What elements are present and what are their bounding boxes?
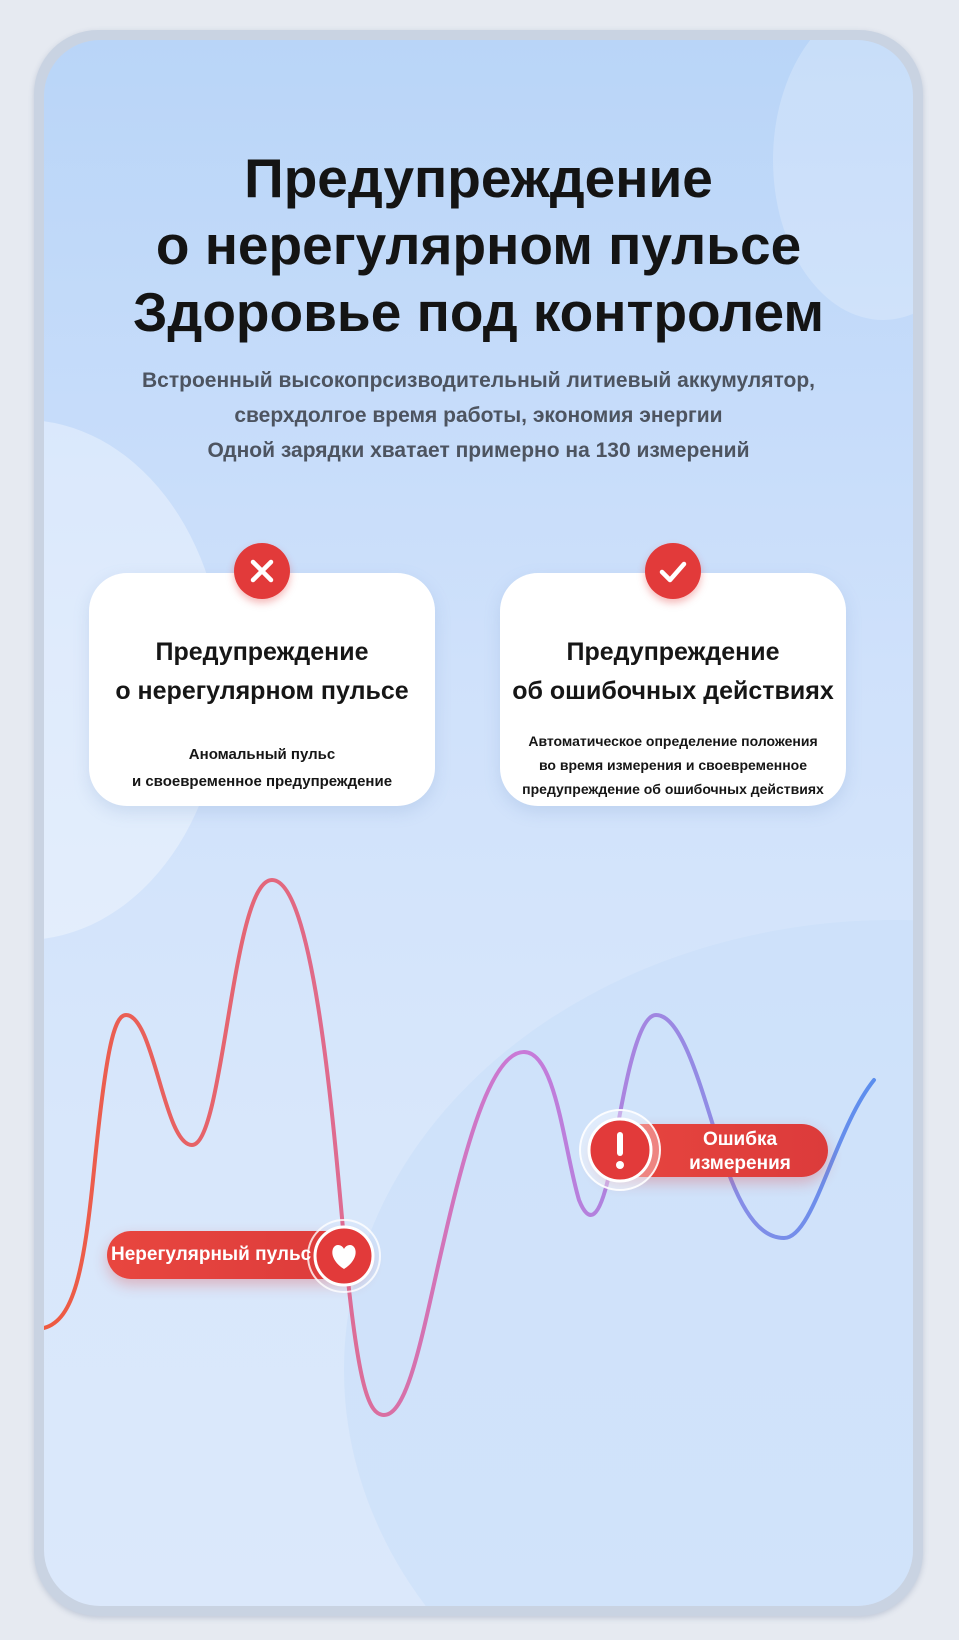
subtitle-line: Одной зарядки хватает примерно на 130 измерений xyxy=(207,439,750,462)
title-line: Предупреждение xyxy=(244,147,713,209)
card-title: Предупреждение об ошибочных действиях xyxy=(512,638,834,705)
irregular-pulse-label: Нерегулярный пульс xyxy=(107,1231,369,1279)
card-description: Автоматическое определение положения во время измерения и своевременное предупреждение об ошибочных действиях xyxy=(522,733,824,797)
pulse-waveform xyxy=(44,40,913,1606)
subtitle-line: сверхдолгое время работы, экономия энергии xyxy=(234,404,723,427)
heart-icon xyxy=(306,1218,382,1294)
title-line: Здоровье под контролем xyxy=(132,281,825,343)
card-title: Предупреждение о нерегулярном пульсе xyxy=(115,638,409,705)
exclamation-icon xyxy=(578,1108,662,1192)
heart-marker xyxy=(306,1218,382,1294)
card-description: Аномальный пульс и своевременное предупреждение xyxy=(131,746,393,790)
title-line: о нерегулярном пульсе xyxy=(155,214,802,276)
error-marker xyxy=(578,1108,662,1192)
measurement-error-label: Ошибка измерения xyxy=(593,1124,828,1177)
screen xyxy=(44,40,913,1606)
subtitle-line: Встроенный высокопрсизводительный литиевый аккумулятор, xyxy=(141,369,816,392)
